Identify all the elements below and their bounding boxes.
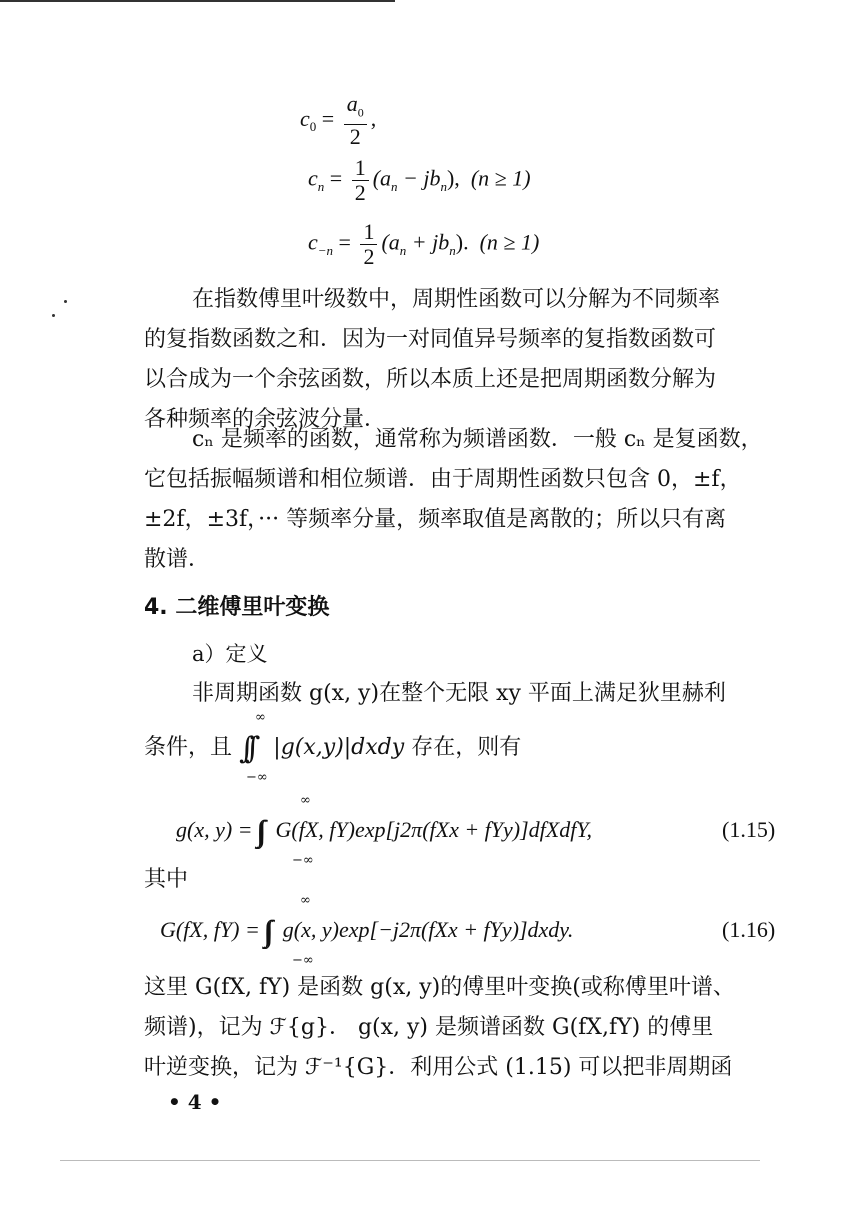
equation-1-15: g(x, y) = G(fX, fY)exp[j2π(fXx + fYy)]dfXdfY, xyxy=(176,817,593,842)
top-rule xyxy=(0,0,395,2)
text-line: 以合成为一个余弦函数，所以本质上还是把周期函数分解为 xyxy=(144,367,717,392)
integral-lower-limit: −∞ xyxy=(292,953,314,968)
integral-upper-limit: ∞ xyxy=(300,793,311,808)
text-line: 各种频率的余弦波分量． xyxy=(144,407,387,432)
paragraph-transform-definition xyxy=(144,968,794,1088)
double-integral-icon: ∫∫ xyxy=(239,731,251,766)
text-line: 它包括振幅频谱和相位频谱．由于周期性函数只包含 0，±f， xyxy=(144,467,742,492)
subsection-label: a）定义 xyxy=(192,642,268,666)
section-heading: 4. 二维傅里叶变换 xyxy=(144,595,330,620)
equation-cn: $c_n$ = $\frac{1}{2}$ $(a_n - jb_n)$, (n ≥ 1) xyxy=(308,155,531,205)
equation-c0: $c_0$ = $\frac{a_0}{2}$ , xyxy=(300,91,377,150)
equation-1-16: G(fX, fY) = g(x, y)exp[−j2π(fXx + fYy)]dxdy. xyxy=(160,917,574,942)
condition-line: 条件，且 ∫∫ |g(x,y)|dxdy 存在，则有 xyxy=(144,731,522,766)
integral-upper-limit: ∞ xyxy=(300,893,311,908)
text-line: 散谱． xyxy=(144,547,211,572)
text-line: 叶逆变换，记为 ℱ⁻¹{G}．利用公式 (1.15) 可以把非周期函 xyxy=(144,1055,733,1080)
equation-number: (1.16) xyxy=(722,917,776,942)
qizhong-label: 其中 xyxy=(144,867,189,892)
scan-speck xyxy=(64,300,67,303)
scan-bottom-line xyxy=(60,1160,760,1161)
page-number: • 4 • xyxy=(168,1090,222,1114)
text-line: cₙ 是频率的函数，通常称为频谱函数．一般 cₙ 是复函数， xyxy=(192,427,763,452)
text-line: 的复指数函数之和．因为一对同值异号频率的复指数函数可 xyxy=(144,327,717,352)
text-line: 在指数傅里叶级数中，周期性函数可以分解为不同频率 xyxy=(192,287,721,312)
text-line: 这里 G(fX, fY) 是函数 g(x, y)的傅里叶变换(或称傅里叶谱、 xyxy=(144,975,735,1000)
paragraph-fourier-series xyxy=(144,280,794,440)
integral-lower-limit: −∞ xyxy=(292,853,314,868)
equation-number: (1.15) xyxy=(722,817,776,842)
integral-lower-limit: −∞ xyxy=(246,770,268,785)
text-line: ±2f，±3f，··· 等频率分量，频率取值是离散的；所以只有离 xyxy=(144,507,727,532)
integral-upper-limit: ∞ xyxy=(255,710,266,725)
equation-c-neg-n: $c_{-n}$ = $\frac{1}{2}$ $(a_n + jb_n)$. (n ≥ 1) xyxy=(308,219,540,269)
scan-speck xyxy=(52,314,55,317)
text-line: 频谱)，记为 ℱ{g}． g(x, y) 是频谱函数 G(fX,fY) 的傅里 xyxy=(144,1015,714,1040)
paragraph-spectrum xyxy=(144,420,794,580)
definition-line: 非周期函数 g(x, y)在整个无限 xy 平面上满足狄里赫利 xyxy=(192,681,726,706)
